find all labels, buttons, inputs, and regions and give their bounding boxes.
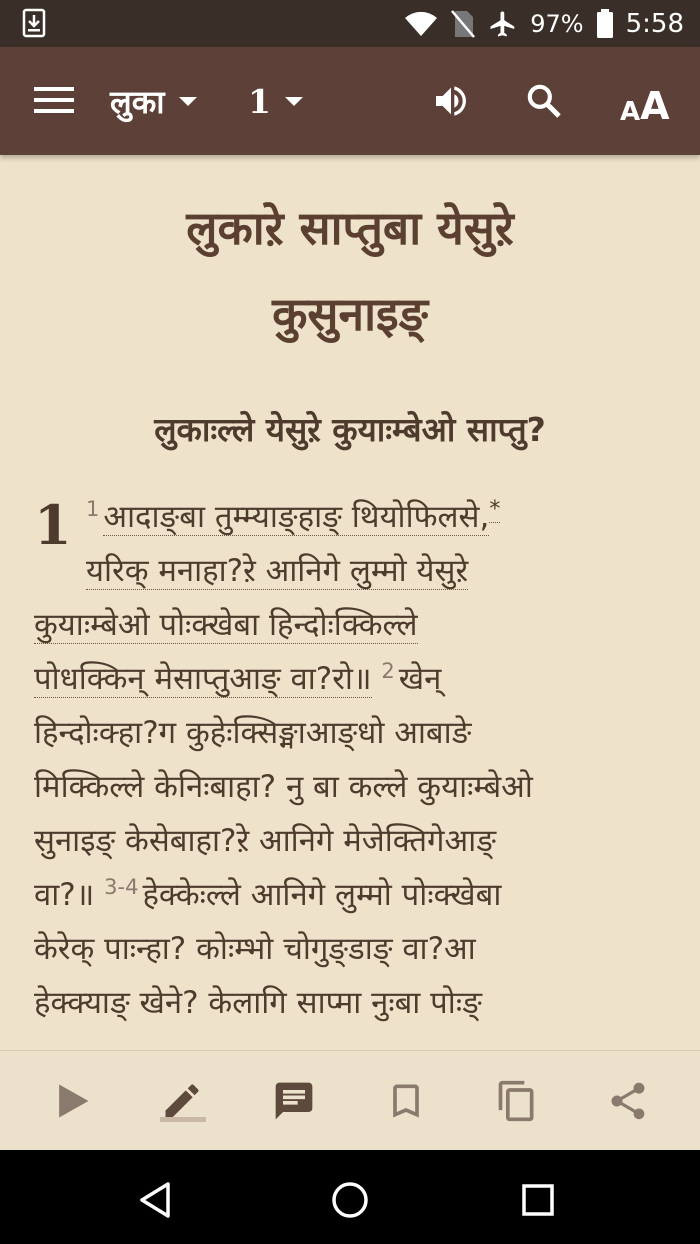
share-icon[interactable]: [606, 1079, 650, 1123]
verse-3-text[interactable]: हेक्केःल्ले आनिगे लुम्मो पोःक्खेबा: [142, 877, 502, 913]
verse-line[interactable]: [34, 598, 674, 652]
chapter-dropdown-icon: [285, 97, 303, 106]
verse-1-text[interactable]: आदाङ्बा तुम्म्याङ्हाङ् थियोफिलसे,: [103, 499, 490, 535]
verse-2-text[interactable]: वा?॥: [34, 877, 95, 913]
verse-number: 1: [86, 496, 100, 521]
verse-1-text[interactable]: यरिक् मनाहा?ऱे आनिगे लुम्मो येसुऱे: [86, 553, 469, 589]
book-selector[interactable]: [110, 77, 197, 125]
verse-line[interactable]: हेक्क्याङ् खेने? केलागि साप्मा नुःबा पोःङ्: [34, 985, 482, 1021]
battery-percent: 97%: [530, 9, 584, 38]
verse-line[interactable]: मिक्किल्ले केनिःबाहा? नु बा कल्ले कुयाःम्बेओ: [34, 769, 533, 805]
footnote-marker[interactable]: *: [489, 496, 501, 522]
verse-line[interactable]: [34, 544, 674, 598]
book-dropdown-icon: [179, 97, 197, 106]
chapter-drop-number: 1: [34, 493, 72, 557]
chapter-selector[interactable]: [248, 77, 303, 125]
volume-icon[interactable]: [430, 81, 472, 121]
book-name: लुका: [110, 82, 165, 121]
recents-icon[interactable]: [518, 1180, 558, 1220]
play-icon[interactable]: [50, 1079, 94, 1123]
bookmark-icon[interactable]: [384, 1079, 428, 1123]
verse-text: [34, 490, 674, 1030]
search-icon[interactable]: [524, 81, 564, 121]
app-bar: [0, 47, 700, 155]
airplane-icon: [488, 9, 518, 39]
clock: 5:58: [625, 8, 684, 39]
verse-number: 2: [381, 658, 395, 683]
wifi-icon: [404, 10, 438, 38]
verse-line[interactable]: [34, 490, 674, 544]
chapter-number: 1: [248, 81, 271, 121]
copy-icon[interactable]: [495, 1079, 539, 1123]
verse-2-text[interactable]: खेन्: [398, 661, 442, 697]
battery-icon: [596, 9, 614, 39]
scripture-content[interactable]: [0, 155, 700, 1050]
menu-icon[interactable]: [34, 85, 74, 115]
verse-line[interactable]: केरेक् पाःन्हा? कोःम्भो चोगुङ्डाङ् वा?आ: [34, 931, 476, 967]
system-nav-bar: [0, 1150, 700, 1244]
status-bar: [0, 0, 700, 47]
text-size-icon[interactable]: A A: [620, 84, 670, 128]
verse-1-text[interactable]: पोधक्किन् मेसाप्तुआङ् वा?रो॥: [34, 661, 372, 697]
back-icon[interactable]: [136, 1180, 176, 1220]
section-heading: लुकाःल्ले येसुऱे कुयाःम्बेओ साप्तु?: [154, 410, 546, 449]
book-title-line1: लुकाऱे साप्तुबा येसुऱे: [186, 201, 514, 255]
verse-line[interactable]: [34, 868, 674, 922]
note-icon[interactable]: [272, 1079, 316, 1123]
active-tool-indicator: [160, 1117, 206, 1122]
verse-line[interactable]: हिन्दोःक्हा?ग कुहेःक्सिङ्माआङ्धो आबाङे: [34, 715, 472, 751]
download-icon: [22, 8, 46, 38]
verse-1-text[interactable]: कुयाःम्बेओ पोःक्खेबा हिन्दोःक्किल्ले: [34, 607, 418, 643]
verse-line[interactable]: सुनाइङ् केसेबाहा?ऱे आनिगे मेजेक्तिगेआङ्: [34, 823, 496, 859]
verse-number: 3-4: [104, 874, 139, 899]
book-title: [40, 185, 660, 357]
verse-line[interactable]: [34, 652, 674, 706]
no-sim-icon: [450, 9, 476, 39]
bottom-action-bar: [0, 1050, 700, 1151]
home-icon[interactable]: [330, 1180, 370, 1220]
book-title-line2: कुसुनाइङ्: [272, 287, 428, 341]
